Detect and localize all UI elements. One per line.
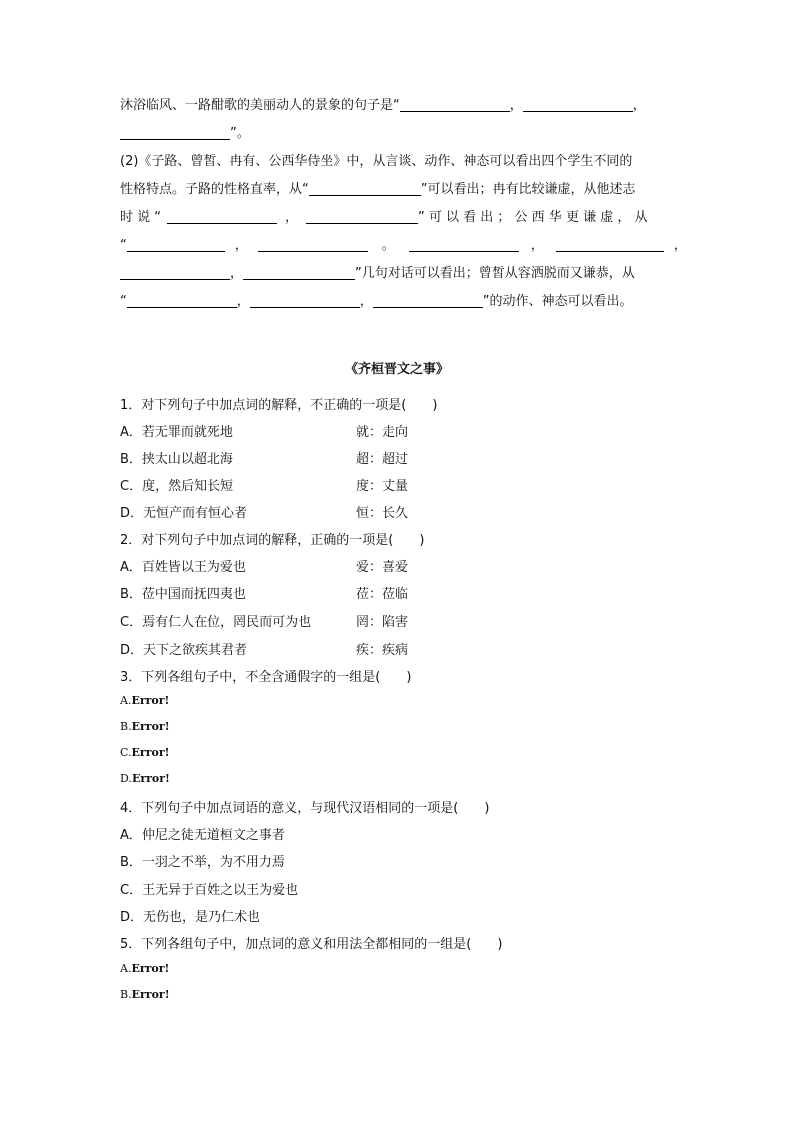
paragraph-line-1 [120,94,646,113]
answer-blank[interactable] [127,237,225,252]
option-letter: A. [120,694,132,707]
paragraph-line-8 [120,290,633,309]
fill-in-paragraph [120,94,687,314]
answer-blank[interactable] [523,97,633,112]
question-stem: 5．下列各组句子中，加点词的意义和用法全都相同的一组是( ) [120,937,503,952]
error-option [120,746,169,759]
error-option [120,988,170,1001]
paragraph-line-5 [120,206,647,225]
option-gloss: 爱：喜爱 [356,560,409,575]
error-text: Error! [131,962,170,975]
answer-blank[interactable] [306,209,418,224]
option-text: C．度，然后知长短 [120,479,234,494]
answer-blank[interactable] [309,181,421,196]
option-text: C．焉有仁人在位，罔民而可为也 [120,615,312,630]
line-text: ”的动作、神态可以看出。 [482,294,633,309]
comma: ， [285,210,299,225]
error-option [120,772,170,785]
answer-blank[interactable] [409,237,519,252]
option-letter: B. [120,720,132,733]
comma: ， [359,294,373,309]
option-text: D．无恒产而有恒心者 [120,506,248,521]
line-text: 沐浴临风、一路酣歌的美丽动人的景象的句子是“ [120,98,400,113]
error-option [120,962,169,975]
error-option [120,694,169,707]
option-gloss: 超：超过 [356,452,409,467]
option-text: A．百姓皆以王为爱也 [120,560,246,575]
line-text: ”。 [230,126,250,141]
line-text: 时 说 “ [120,210,161,225]
error-text: Error! [131,988,170,1001]
answer-blank[interactable] [120,125,230,140]
option-gloss: 莅：莅临 [356,587,409,602]
option-text: D．天下之欲疾其君者 [120,643,248,658]
line-text: (2)《子路、曾皙、冉有、公西华侍坐》中，从言谈、动作、神态可以看出四个学生不同的 [120,154,633,169]
answer-blank[interactable] [120,265,230,280]
comma: ， [230,266,244,281]
option-text: D．无伤也，是乃仁术也 [120,910,261,925]
question-stem: 4．下列句子中加点词语的意义，与现代汉语相同的一项是( ) [120,801,490,816]
line-text: ”可以看出；冉有比较谦虚，从他述志 [420,182,636,197]
answer-blank[interactable] [556,237,664,252]
error-text: Error! [131,720,170,733]
question-stem: 1．对下列句子中加点词的解释，不正确的一项是( ) [120,398,438,413]
comma: ， [236,294,250,309]
paragraph-line-2 [120,122,250,141]
paragraph-line-6 [120,234,687,253]
question-stem: 2．对下列句子中加点词的解释，正确的一项是( ) [120,533,425,548]
answer-blank[interactable] [127,293,237,308]
line-text: ” 可 以 看 出 ； 公 西 华 更 谦 虚 ， 从 [418,210,648,225]
answer-blank[interactable] [243,265,355,280]
option-letter: C. [120,746,132,759]
paragraph-line-4 [120,178,636,197]
comma: ， [509,98,523,113]
option-letter: B. [120,988,132,1001]
error-text: Error! [131,746,170,759]
line-text: “ [120,238,127,253]
option-gloss: 就：走向 [356,425,409,440]
comma: ， [673,238,687,253]
paragraph-line-7 [120,262,635,281]
period: 。 [381,238,395,253]
option-gloss: 罔：陷害 [356,615,409,630]
option-letter: A. [120,962,132,975]
option-gloss: 疾：疾病 [356,643,409,658]
comma: ， [530,238,544,253]
option-text: A．仲尼之徒无道桓文之事者 [120,828,285,843]
option-text: C．王无异于百姓之以王为爱也 [120,883,299,898]
error-text: Error! [131,772,170,785]
paragraph-line-3 [120,150,632,169]
option-text: B．挟太山以超北海 [120,452,233,467]
section-title: 《齐桓晋文之事》 [344,362,449,377]
comma: ， [234,238,248,253]
comma: ， [632,98,646,113]
error-text: Error! [131,694,170,707]
line-text: “ [120,294,127,309]
answer-blank[interactable] [373,293,483,308]
option-gloss: 度：丈量 [356,479,409,494]
answer-blank[interactable] [258,237,368,252]
line-text: ”几句对话可以看出；曾皙从容洒脱而又谦恭，从 [355,266,635,281]
error-option [120,720,170,733]
option-text: A．若无罪而就死地 [120,425,233,440]
option-text: B．一羽之不举，为不用力焉 [120,855,285,870]
option-text: B．莅中国而抚四夷也 [120,587,246,602]
line-text: 性格特点。子路的性格直率，从“ [120,182,309,197]
answer-blank[interactable] [167,209,277,224]
question-stem: 3．下列各组句子中，不全含通假字的一组是( ) [120,670,412,685]
option-letter: D. [120,772,132,785]
answer-blank[interactable] [400,97,510,112]
answer-blank[interactable] [250,293,360,308]
option-gloss: 恒：长久 [356,506,409,521]
